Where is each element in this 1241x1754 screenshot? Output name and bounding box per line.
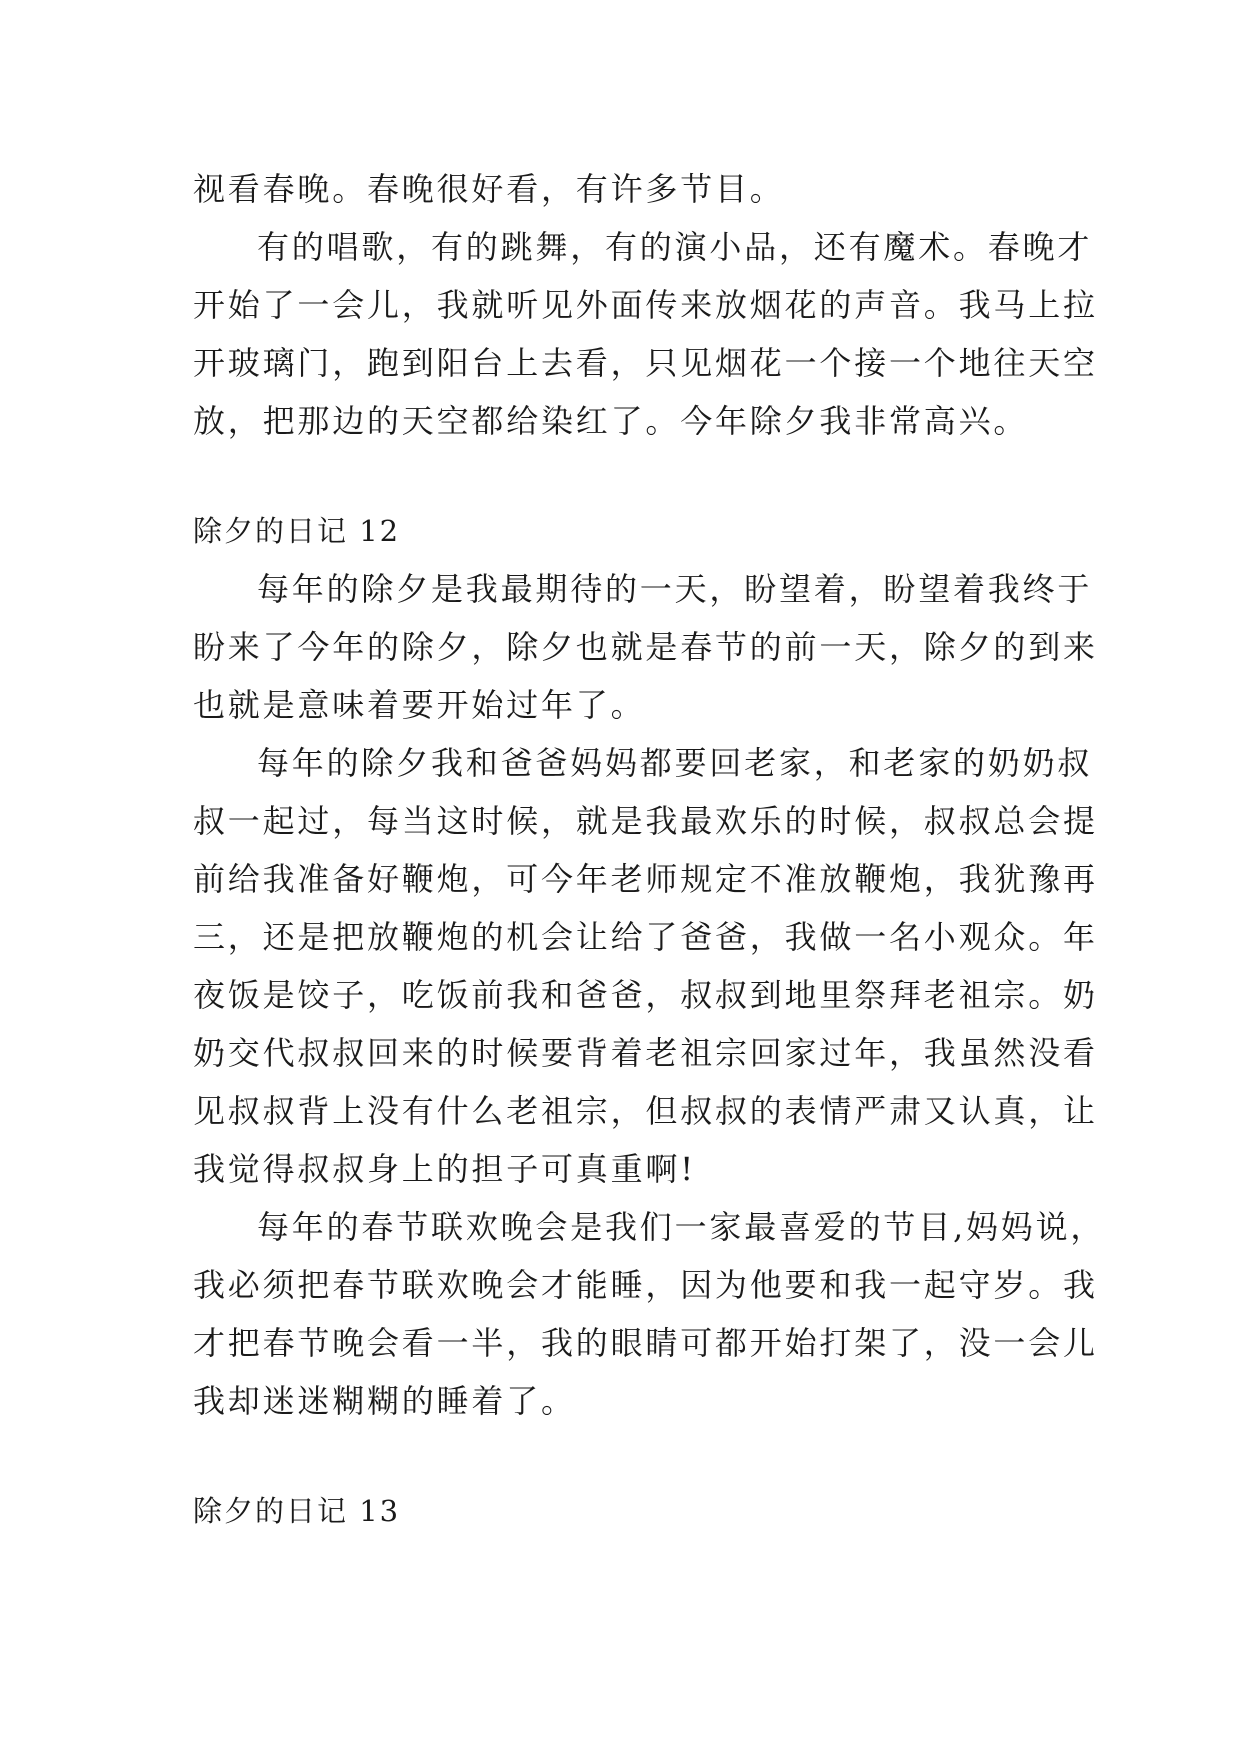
section-gap: [193, 450, 1055, 502]
paragraph-continued: [193, 160, 1098, 450]
text-line: 有的唱歌，有的跳舞，有的演小品，还有魔术。春晚才: [257, 228, 1093, 266]
text-line: 也就是意味着要开始过年了。: [193, 686, 646, 724]
entry-title: 除夕的日记 12: [193, 514, 401, 548]
text-line: 开玻璃门，跑到阳台上去看，只见烟花一个接一个地往天空: [193, 344, 1098, 382]
text-line: 盼来了今年的除夕，除夕也就是春节的前一天，除夕的到来: [193, 628, 1098, 666]
diary-entry-13: [193, 1482, 1055, 1540]
text-line: 视看春晚。春晚很好看，有许多节目。: [193, 170, 785, 208]
text-line: 开始了一会儿，我就听见外面传来放烟花的声音。我马上拉: [193, 286, 1098, 324]
entry-title: 除夕的日记 13: [193, 1494, 401, 1528]
text-line: 每年的除夕我和爸爸妈妈都要回老家，和老家的奶奶叔: [257, 744, 1093, 782]
text-line: 我却迷迷糊糊的睡着了。: [193, 1382, 576, 1420]
text-line: 见叔叔背上没有什么老祖宗，但叔叔的表情严肃又认真，让: [193, 1092, 1098, 1130]
diary-entry-12: [193, 502, 1106, 1430]
text-line: 每年的春节联欢晚会是我们一家最喜爱的节目,妈妈说，: [257, 1208, 1106, 1246]
text-line: 每年的除夕是我最期待的一天，盼望着，盼望着我终于: [257, 570, 1093, 608]
text-line: 前给我准备好鞭炮，可今年老师规定不准放鞭炮，我犹豫再: [193, 860, 1098, 898]
text-line: 放，把那边的天空都给染红了。今年除夕我非常高兴。: [193, 402, 1029, 440]
text-line: 我觉得叔叔身上的担子可真重啊!: [193, 1150, 696, 1188]
text-line: 才把春节晚会看一半，我的眼睛可都开始打架了，没一会儿: [193, 1324, 1098, 1362]
text-line: 三，还是把放鞭炮的机会让给了爸爸，我做一名小观众。年: [193, 918, 1098, 956]
text-line: 奶交代叔叔回来的时候要背着老祖宗回家过年，我虽然没看: [193, 1034, 1098, 1072]
text-line: 叔一起过，每当这时候，就是我最欢乐的时候，叔叔总会提: [193, 802, 1098, 840]
text-line: 夜饭是饺子，吃饭前我和爸爸，叔叔到地里祭拜老祖宗。奶: [193, 976, 1098, 1014]
document-page: [193, 160, 1106, 1540]
section-gap: [193, 1430, 1055, 1482]
text-line: 我必须把春节联欢晚会才能睡，因为他要和我一起守岁。我: [193, 1266, 1098, 1304]
